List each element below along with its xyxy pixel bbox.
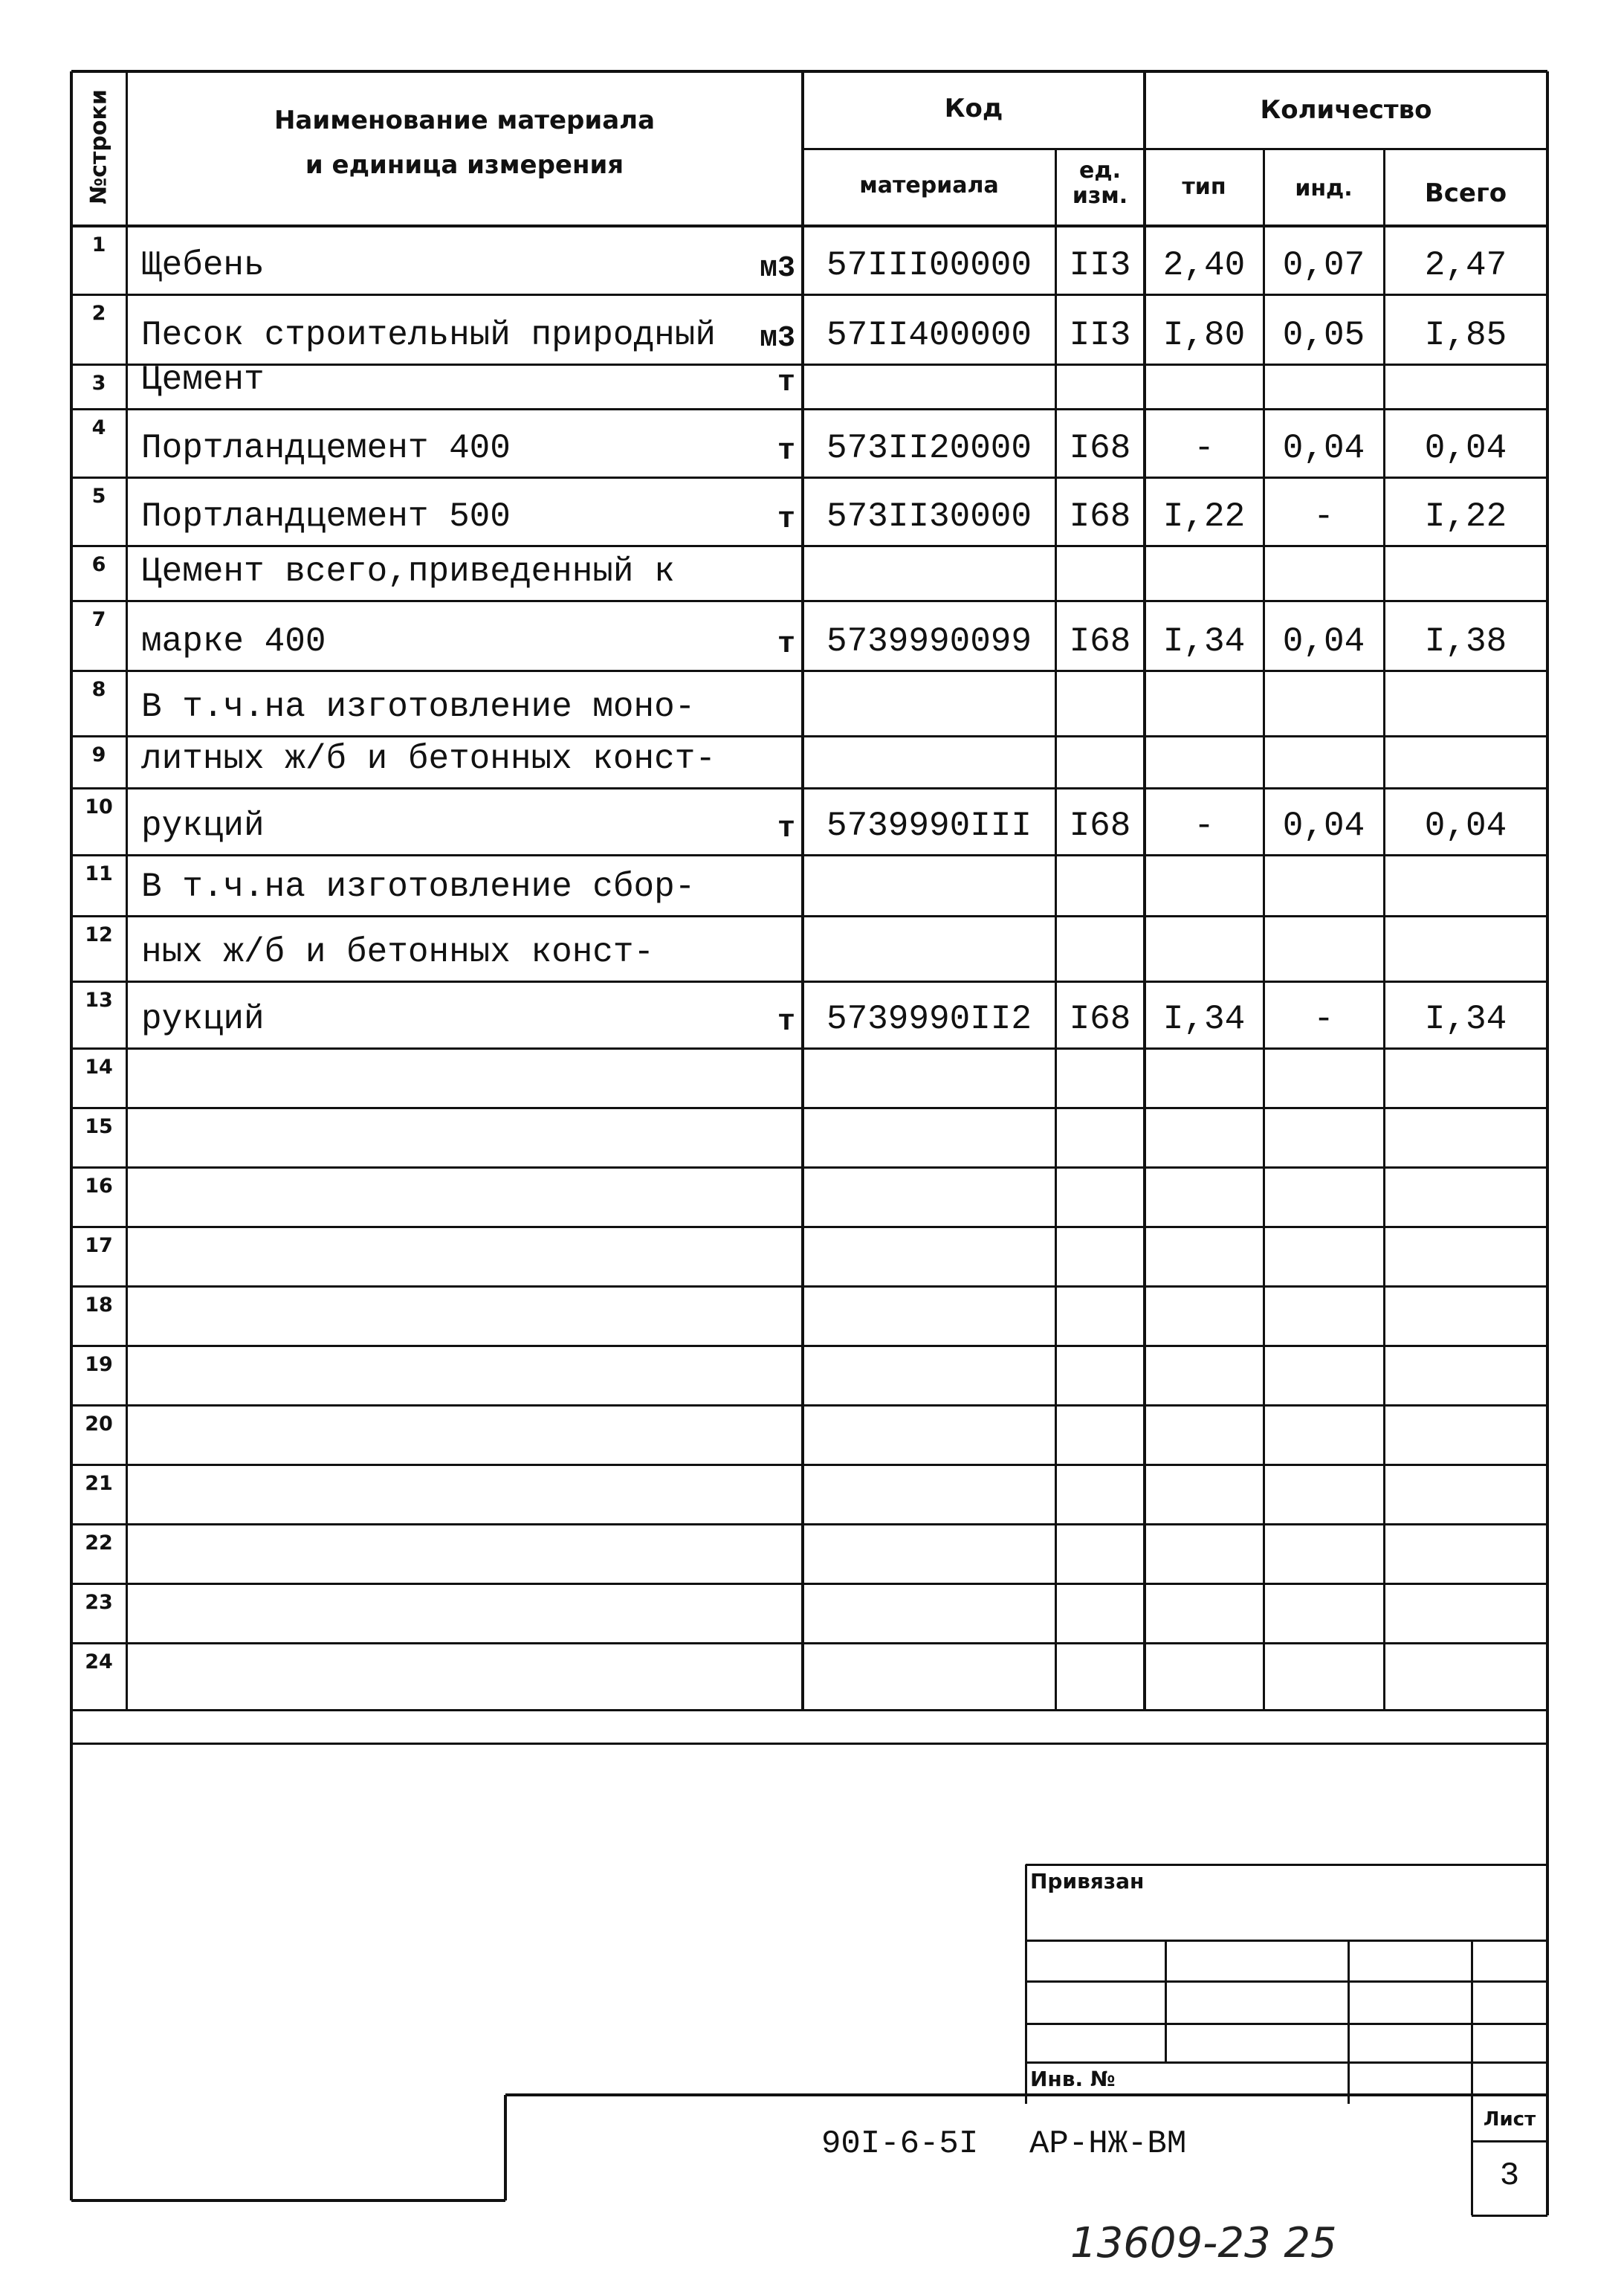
qty-type: I,34 <box>1162 622 1246 661</box>
qty-ind: 0,04 <box>1282 807 1365 845</box>
row-number: 20 <box>85 1412 113 1436</box>
material-code: 5739990III <box>826 807 1032 845</box>
material-name: рукций <box>141 1000 265 1039</box>
material-name: Портландцемент 400 <box>141 429 511 468</box>
row-line-5 <box>71 545 1547 547</box>
qty-total-header: Всего <box>1424 178 1507 208</box>
row-number: 24 <box>85 1650 113 1673</box>
row-line-1 <box>71 294 1547 296</box>
row-line-14 <box>71 1107 1547 1109</box>
quantity-header: Количество <box>1260 95 1432 125</box>
row-line-9 <box>71 787 1547 789</box>
material-code: 573II30000 <box>826 497 1032 536</box>
row-line-22 <box>71 1583 1547 1585</box>
unit-code: II3 <box>1069 246 1131 285</box>
row-number: 12 <box>85 923 113 946</box>
material-code: 57II400000 <box>826 316 1032 355</box>
grid-line-v <box>504 2095 507 2200</box>
code-unit-header-line2: изм. <box>1072 183 1128 209</box>
row-line-7 <box>71 670 1547 672</box>
unit-code: I68 <box>1069 807 1131 845</box>
unit-code: I68 <box>1069 497 1131 536</box>
document-mark: АР-НЖ-ВМ <box>1029 2125 1187 2163</box>
row-number: 5 <box>91 485 106 508</box>
material-name: Песок строительный природный <box>141 316 716 355</box>
code-unit-header-line1: ед. <box>1079 158 1121 184</box>
qty-type: I,80 <box>1162 316 1246 355</box>
row-line-11 <box>71 915 1547 917</box>
unit-code: I68 <box>1069 1000 1131 1039</box>
sheet-number: 3 <box>1499 2157 1520 2195</box>
inv-label: Инв. № <box>1030 2067 1116 2091</box>
material-unit: м3 <box>759 252 795 285</box>
grid-line-h <box>803 148 1547 150</box>
row-line-16 <box>71 1226 1547 1228</box>
row-line-21 <box>71 1523 1547 1525</box>
row-number: 1 <box>91 233 106 256</box>
grid-line-v <box>1383 149 1385 1710</box>
material-code: 573II20000 <box>826 429 1032 468</box>
row-line-6 <box>71 600 1547 602</box>
material-name: ных ж/б и бетонных конст- <box>141 933 655 972</box>
grid-line-h <box>1026 2023 1547 2025</box>
material-name: литных ж/б и бетонных конст- <box>141 740 716 778</box>
row-number: 22 <box>85 1531 113 1554</box>
row-line-17 <box>71 1285 1547 1288</box>
row-line-18 <box>71 1345 1547 1347</box>
qty-type: 2,40 <box>1162 246 1246 285</box>
row-number: 16 <box>85 1175 113 1198</box>
row-number: 15 <box>85 1115 113 1138</box>
code-header: Код <box>944 94 1003 123</box>
row-number: 18 <box>85 1294 113 1317</box>
row-line-19 <box>71 1404 1547 1407</box>
material-name: марке 400 <box>141 622 326 661</box>
grid-line-v <box>1348 1940 1350 2104</box>
qty-ind-header: инд. <box>1295 175 1353 201</box>
row-number: 7 <box>91 608 106 631</box>
grid-line-h <box>505 2093 1547 2096</box>
qty-type: - <box>1194 807 1214 845</box>
qty-type: - <box>1194 429 1214 468</box>
qty-ind: - <box>1313 1000 1334 1039</box>
material-unit: т <box>777 366 795 400</box>
material-name: В т.ч.на изготовление моно- <box>141 688 696 726</box>
qty-total: I,34 <box>1424 1000 1507 1039</box>
row-line-3 <box>71 408 1547 410</box>
row-number: 19 <box>85 1353 113 1376</box>
grid-line-h <box>1026 2061 1547 2064</box>
material-name: Портландцемент 500 <box>141 497 511 536</box>
qty-total: I,22 <box>1424 497 1507 536</box>
qty-total: 0,04 <box>1424 429 1507 468</box>
frame-top <box>71 70 1547 73</box>
row-line-10 <box>71 854 1547 856</box>
material-unit: м3 <box>759 322 795 355</box>
sheet-label: Лист <box>1483 2108 1536 2131</box>
qty-total: I,85 <box>1424 316 1507 355</box>
row-number-header: №строки <box>85 89 112 204</box>
row-number: 10 <box>85 795 113 818</box>
frame-right <box>1546 71 1549 2215</box>
grid-line-h <box>1026 1980 1547 1983</box>
row-number: 14 <box>85 1056 113 1079</box>
handwritten-archive-number: 13609-23 25 <box>1070 2219 1337 2267</box>
qty-ind: - <box>1313 497 1334 536</box>
grid-line-h <box>1026 1864 1547 1866</box>
material-code: 5739990II2 <box>826 1000 1032 1039</box>
grid-line-v <box>1263 149 1265 1710</box>
qty-ind: 0,04 <box>1282 429 1365 468</box>
grid-line-h <box>1026 1940 1547 1942</box>
unit-code: I68 <box>1069 622 1131 661</box>
row-number: 17 <box>85 1234 113 1257</box>
qty-total: 2,47 <box>1424 246 1507 285</box>
grid-line-v <box>1025 1864 1027 2104</box>
material-name: В т.ч.на изготовление сбор- <box>141 868 696 906</box>
row-line-2 <box>71 364 1547 366</box>
qty-ind: 0,07 <box>1282 246 1365 285</box>
row-number: 21 <box>85 1472 113 1495</box>
row-number: 2 <box>91 302 106 325</box>
qty-ind: 0,05 <box>1282 316 1365 355</box>
material-unit: т <box>777 1006 795 1039</box>
material-unit: т <box>777 628 795 662</box>
grid-line-h <box>1472 2140 1547 2142</box>
row-line-13 <box>71 1047 1547 1050</box>
row-number: 11 <box>85 862 113 885</box>
row-line-20 <box>71 1464 1547 1466</box>
material-unit: т <box>777 435 795 468</box>
grid-line-v <box>1055 149 1057 1710</box>
row-line-4 <box>71 477 1547 479</box>
material-name: Цемент всего,приведенный к <box>141 552 675 591</box>
row-number: 23 <box>85 1591 113 1614</box>
material-code: 57III00000 <box>826 246 1032 285</box>
row-number: 3 <box>91 372 106 395</box>
grid-line-h <box>71 225 1547 227</box>
qty-type-header: тип <box>1182 174 1226 200</box>
row-line-15 <box>71 1166 1547 1169</box>
row-line-12 <box>71 981 1547 983</box>
code-material-header: материала <box>859 172 999 198</box>
row-number: 13 <box>85 989 113 1012</box>
table-bottom-line <box>71 1743 1547 1745</box>
unit-code: II3 <box>1069 316 1131 355</box>
frame-bottom-left <box>71 2199 505 2202</box>
tied-label: Привязан <box>1030 1869 1145 1893</box>
row-number: 4 <box>91 416 106 439</box>
qty-ind: 0,04 <box>1282 622 1365 661</box>
grid-line-h <box>1472 2215 1547 2217</box>
qty-type: I,22 <box>1162 497 1246 536</box>
qty-total: 0,04 <box>1424 807 1507 845</box>
row-number: 9 <box>91 743 106 766</box>
material-unit: т <box>777 813 795 846</box>
document-code: 90I-6-5I <box>821 2125 979 2163</box>
material-unit: т <box>777 503 795 537</box>
row-number: 6 <box>91 553 106 576</box>
row-line-8 <box>71 735 1547 737</box>
material-code: 5739990099 <box>826 622 1032 661</box>
name-header-line2: и единица измерения <box>305 150 624 180</box>
row-number: 8 <box>91 678 106 701</box>
material-name: Щебень <box>141 246 265 285</box>
row-line-23 <box>71 1642 1547 1644</box>
qty-total: I,38 <box>1424 622 1507 661</box>
name-header-line1: Наименование материала <box>274 106 656 135</box>
grid-line-v <box>1165 1940 1167 2062</box>
unit-code: I68 <box>1069 429 1131 468</box>
qty-type: I,34 <box>1162 1000 1246 1039</box>
material-name: Цемент <box>141 361 265 399</box>
row-line-24 <box>71 1709 1547 1711</box>
grid-line-v <box>1471 1940 1473 2104</box>
material-name: рукций <box>141 807 265 845</box>
